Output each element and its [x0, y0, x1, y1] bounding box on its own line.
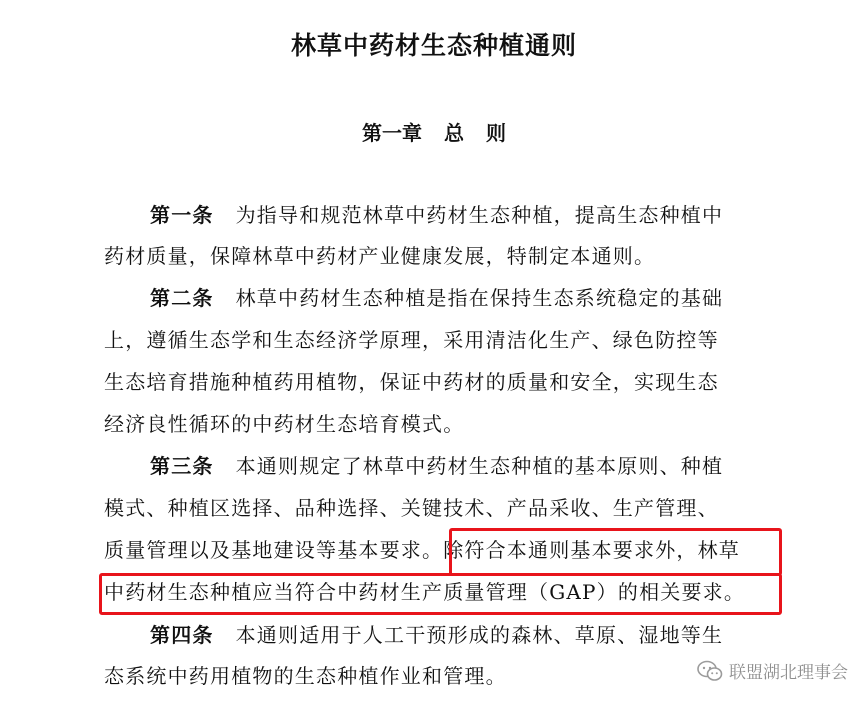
- article-1-label: 第一条: [150, 203, 214, 227]
- watermark: [697, 658, 848, 683]
- article-3-line-2: 模式、种植区选择、品种选择、关键技术、产品采收、生产管理、: [104, 496, 719, 520]
- article-3-line-4: 中药材生态种植应当符合中药材生产质量管理（GAP）的相关要求。: [104, 580, 746, 604]
- article-2-line-2: 上，遵循生态学和生态经济学原理，采用清洁化生产、绿色防控等: [104, 328, 719, 352]
- article-4-label: 第四条: [150, 623, 214, 647]
- highlight-box-top: [449, 528, 782, 576]
- article-2-line-1: [150, 284, 768, 312]
- article-2-line-3: 生态培育措施种植药用植物，保证中药材的质量和安全，实现生态: [104, 370, 719, 394]
- article-4-line-1: [150, 621, 768, 649]
- article-2-line-4: 经济良性循环的中药材生态培育模式。: [104, 412, 465, 436]
- article-4-line-2: 态系统中药用植物的生态种植作业和管理。: [104, 664, 507, 688]
- article-1-line-1: [150, 201, 768, 229]
- article-1-line-2: 药材质量，保障林草中药材产业健康发展，特制定本通则。: [104, 244, 656, 268]
- highlight-box-bottom: [99, 573, 782, 615]
- article-2-label: 第二条: [150, 286, 214, 310]
- article-3-text-1: 本通则规定了林草中药材生态种植的基本原则、种植: [235, 454, 724, 478]
- article-3-line-1: [150, 452, 768, 480]
- article-4-text-1: 本通则适用于人工干预形成的森林、草原、湿地等生: [235, 623, 724, 647]
- article-3-label: 第三条: [150, 454, 214, 478]
- chapter-name-part2: 则: [486, 121, 506, 145]
- chapter-heading: [0, 117, 868, 146]
- chapter-number: 第一章: [362, 121, 422, 145]
- article-3-line-3: 质量管理以及基地建设等基本要求。除符合本通则基本要求外，林草: [104, 538, 740, 562]
- article-2-text-1: 林草中药材生态种植是指在保持生态系统稳定的基础: [235, 286, 724, 310]
- chapter-name-part1: 总: [444, 121, 464, 145]
- watermark-text: 联盟湖北理事会: [729, 663, 848, 683]
- article-1-text-1: 为指导和规范林草中药材生态种植，提高生态种植中: [235, 203, 724, 227]
- wechat-icon: [697, 660, 723, 682]
- page-title: 林草中药材生态种植通则: [290, 31, 577, 60]
